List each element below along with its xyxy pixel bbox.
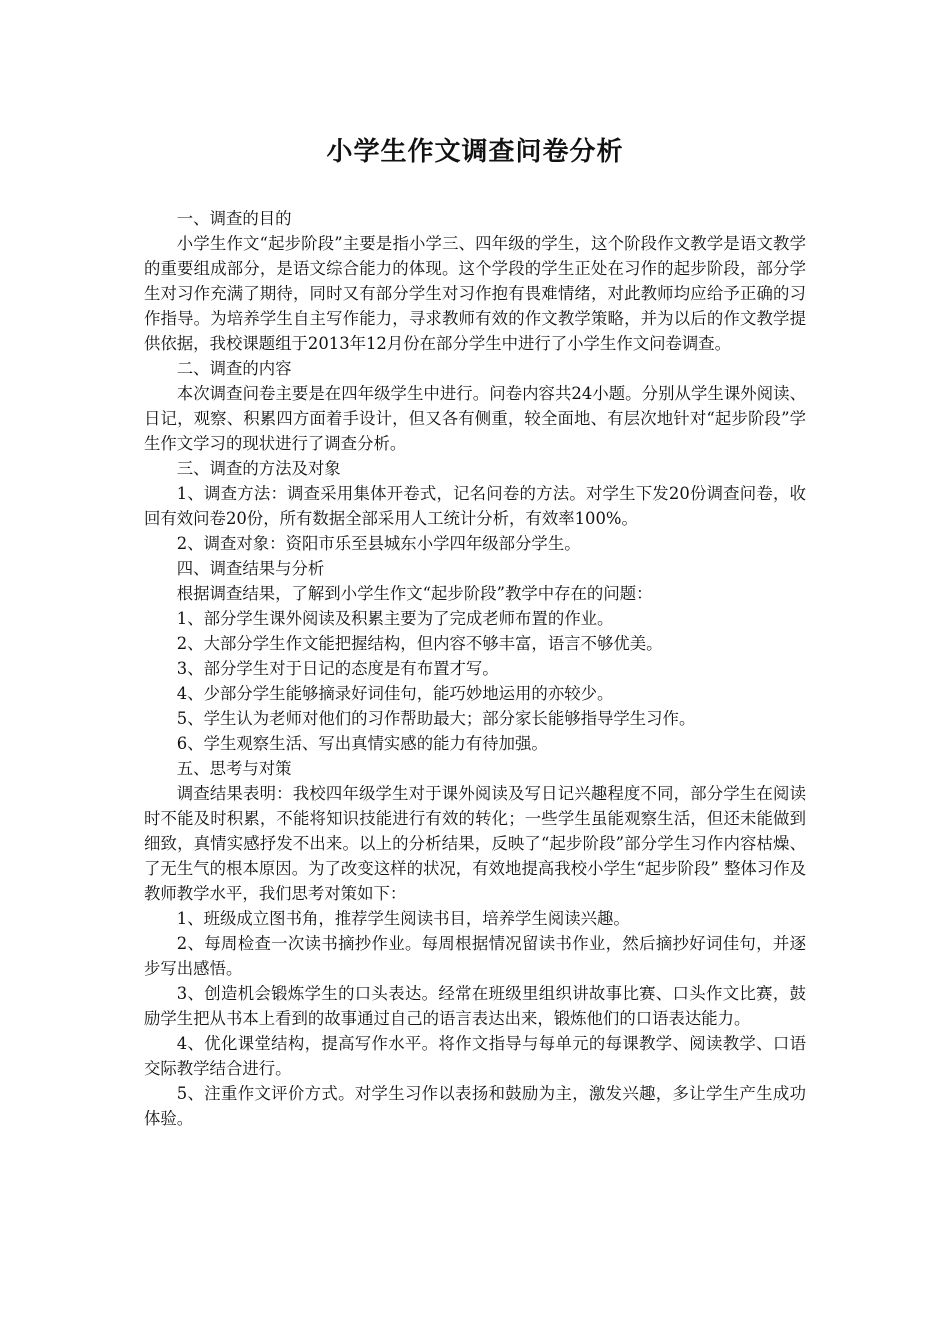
- list-item: 1、班级成立图书角，推荐学生阅读书目，培养学生阅读兴趣。: [176, 909, 630, 928]
- list-item: 3、部分学生对于日记的态度是有布置才写。: [176, 659, 499, 678]
- list-item: 4、少部分学生能够摘录好词佳句，能巧妙地运用的亦较少。: [176, 684, 614, 703]
- paragraph-content: 本次调查问卷主要是在四年级学生中进行。问卷内容共24小题。分别从学生课外阅读、日记，观察、积累四方面着手设计，但又各有侧重，较全面地、有层次地针对“起步阶段”学生作文学习的现状进行了调查分析。: [144, 384, 806, 453]
- list-item: 4、优化课堂结构，提高写作水平。将作文指导与每单元的每课教学、阅读教学、口语交际教学结合进行。: [144, 1034, 806, 1078]
- paragraph-subjects: 2、调查对象：资阳市乐至县城东小学四年级部分学生。: [176, 534, 581, 553]
- section-heading-purpose: 一、调查的目的: [176, 209, 292, 228]
- paragraph-results-intro: 根据调查结果，了解到小学生作文“起步阶段”教学中存在的问题：: [176, 584, 653, 603]
- list-item: 5、注重作文评价方式。对学生习作以表扬和鼓励为主，激发兴趣，多让学生产生成功体验。: [144, 1084, 806, 1128]
- section-heading-method: 三、调查的方法及对象: [176, 459, 341, 478]
- section-heading-content: 二、调查的内容: [176, 359, 292, 378]
- list-item: 2、每周检查一次读书摘抄作业。每周根据情况留读书作业，然后摘抄好词佳句，并逐步写出感悟。: [144, 934, 806, 978]
- section-heading-strategies: 五、思考与对策: [176, 759, 292, 778]
- list-item: 3、创造机会锻炼学生的口头表达。经常在班级里组织讲故事比赛、口头作文比赛，鼓励学生把从书本上看到的故事通过自己的语言表达出来，锻炼他们的口语表达能力。: [144, 984, 806, 1028]
- paragraph-strategies-intro: 调查结果表明：我校四年级学生对于课外阅读及写日记兴趣程度不同，部分学生在阅读时不能及时积累，不能将知识技能进行有效的转化；一些学生虽能观察生活，但还未能做到细致，真情实感抒发不出来。以上的分析结果，反映了“起步阶段”部分学生习作内容枯燥、了无生气的根本原因。为了改变这样的状况，有效地提高我校小学生“起步阶段” 整体习作及教师教学水平，我们思考对策如下：: [144, 784, 806, 903]
- list-item: 1、部分学生课外阅读及积累主要为了完成老师布置的作业。: [176, 609, 614, 628]
- list-item: 2、大部分学生作文能把握结构，但内容不够丰富，语言不够优美。: [176, 634, 663, 653]
- document-page: [144, 120, 806, 1131]
- list-item: 5、学生认为老师对他们的习作帮助最大；部分家长能够指导学生习作。: [176, 709, 696, 728]
- section-heading-results: 四、调查结果与分析: [176, 559, 325, 578]
- list-item: 6、学生观察生活、写出真情实感的能力有待加强。: [176, 734, 548, 753]
- paragraph-purpose: 小学生作文“起步阶段”主要是指小学三、四年级的学生，这个阶段作文教学是语文教学的重要组成部分，是语文综合能力的体现。这个学段的学生正处在习作的起步阶段，部分学生对习作充满了期待，同时又有部分学生对习作抱有畏难情绪，对此教师均应给予正确的习作指导。为培养学生自主写作能力，寻求教师有效的作文教学策略，并为以后的作文教学提供依据，我校课题组于2013年12月份在部分学生中进行了小学生作文问卷调查。: [144, 234, 806, 353]
- paragraph-method: 1、调查方法：调查采用集体开卷式，记名问卷的方法。对学生下发20份调查问卷，收回有效问卷20份，所有数据全部采用人工统计分析，有效率100%。: [144, 484, 806, 528]
- document-title: 小学生作文调查问卷分析: [326, 137, 624, 167]
